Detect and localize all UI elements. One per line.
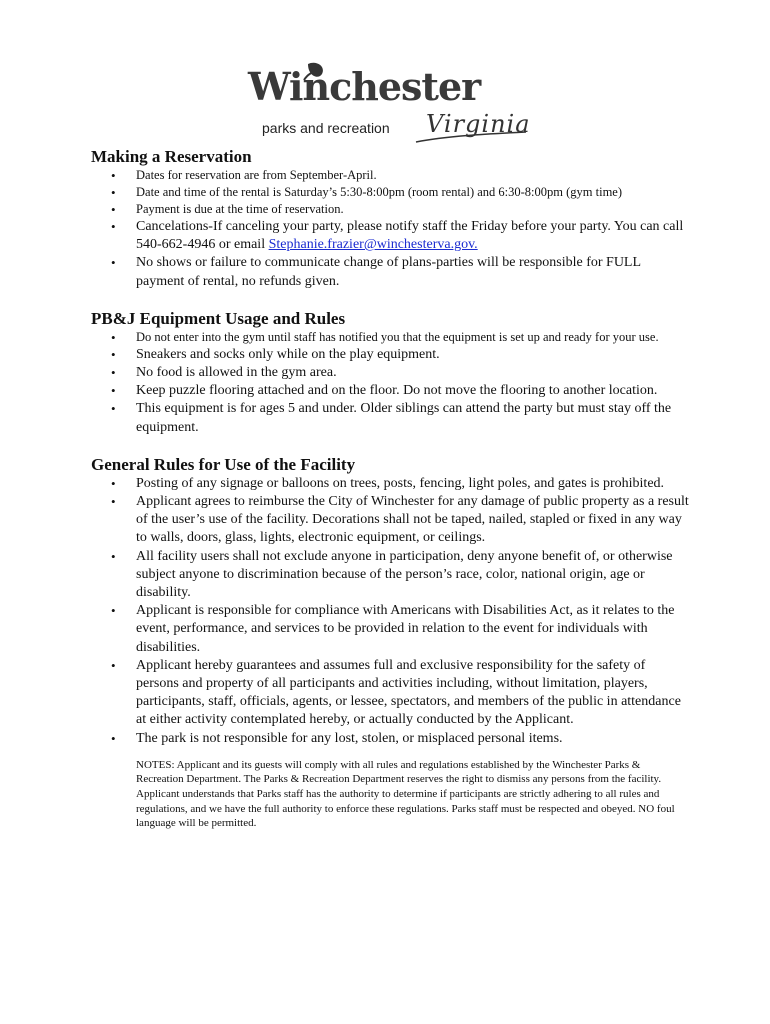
list-item: • Applicant agrees to reimburse the City of Winchester for any damage of public property as a result of the user’s use of the facility. Decorations shall not be taped, nailed, stapled or fixed in any way to walls, doors, glass, lights, electronic equipment, or ceilings. [91,493,691,548]
section-pbj-equipment [91,309,691,437]
logo-subtitle: parks and recreation [262,120,390,136]
list-item: • Dates for reservation are from September-April. [91,167,691,184]
bullet-list [91,329,691,437]
winchester-logo [246,62,536,154]
list-item: • The park is not responsible for any lost, stolen, or misplaced personal items. [91,730,691,748]
list-item: • Applicant hereby guarantees and assumes full and exclusive responsibility for the safety of persons and property of all participants and activities including, without limitation, players, participants, staff, officials, agents, or lessee, spectators, and members of the public in attendance at either activity contemplated hereby, or actually conducted by the Applicant. [91,657,691,730]
section-heading: PB&J Equipment Usage and Rules [91,308,346,328]
list-item: • All facility users shall not exclude anyone in participation, deny anyone benefit of, or otherwise subject anyone to discrimination because of the person’s race, color, national origin, age or disability. [91,548,691,603]
email-link[interactable]: Stephanie.frazier@winchesterva.gov. [268,237,478,253]
list-item: • Payment is due at the time of reservation. [91,201,691,218]
list-item: • Date and time of the rental is Saturday’s 5:30-8:00pm (room rental) and 6:30-8:00pm (gym time) [91,184,691,201]
logo-wordmark: Winchester [248,64,481,109]
section-heading: Making a Reservation [91,147,252,166]
document-body [91,147,691,849]
list-item: • No shows or failure to communicate change of plans-parties will be responsible for FULL payment of rental, no refunds given. [91,254,691,290]
section-making-reservation [91,147,691,291]
list-item [91,218,691,254]
section-general-rules [91,455,691,831]
list-item: • No food is allowed in the gym area. [91,364,691,382]
bullet-list [91,167,691,291]
list-item: • Keep puzzle flooring attached and on the floor. Do not move the flooring to another location. [91,382,691,400]
list-item: • Posting of any signage or balloons on trees, posts, fencing, light poles, and gates is prohibited. [91,475,691,493]
list-item: • This equipment is for ages 5 and under. Older siblings can attend the party but must stay off the equipment. [91,400,691,436]
bullet-list [91,475,691,748]
list-item: • Applicant is responsible for compliance with Americans with Disabilities Act, as it relates to the event, performance, and services to be provided in relation to the event for individuals with disabilities. [91,602,691,657]
notes-paragraph: NOTES: Applicant and its guests will comply with all rules and regulations established by the Winchester Parks & Recreation Department. The Parks & Recreation Department reserves the right to dismiss any persons from the facility. Applicant understands that Parks staff has the authority to determine if participants are strictly adhering to all rules and regulations, and we have the full authority to enforce these regulations. Parks staff must be respected and obeyed. NO foul language will be permitted. [136,758,675,830]
section-heading: General Rules for Use of the Facility [91,454,356,474]
list-item-text: Cancelations-If canceling your party, please notify staff the Friday before your party. You can call 540-662-4946 or email [136,219,684,253]
logo-state: Virginia [426,110,531,138]
list-item: • Do not enter into the gym until staff has notified you that the equipment is set up and ready for your use. [91,329,691,346]
list-item: • Sneakers and socks only while on the play equipment. [91,346,691,364]
